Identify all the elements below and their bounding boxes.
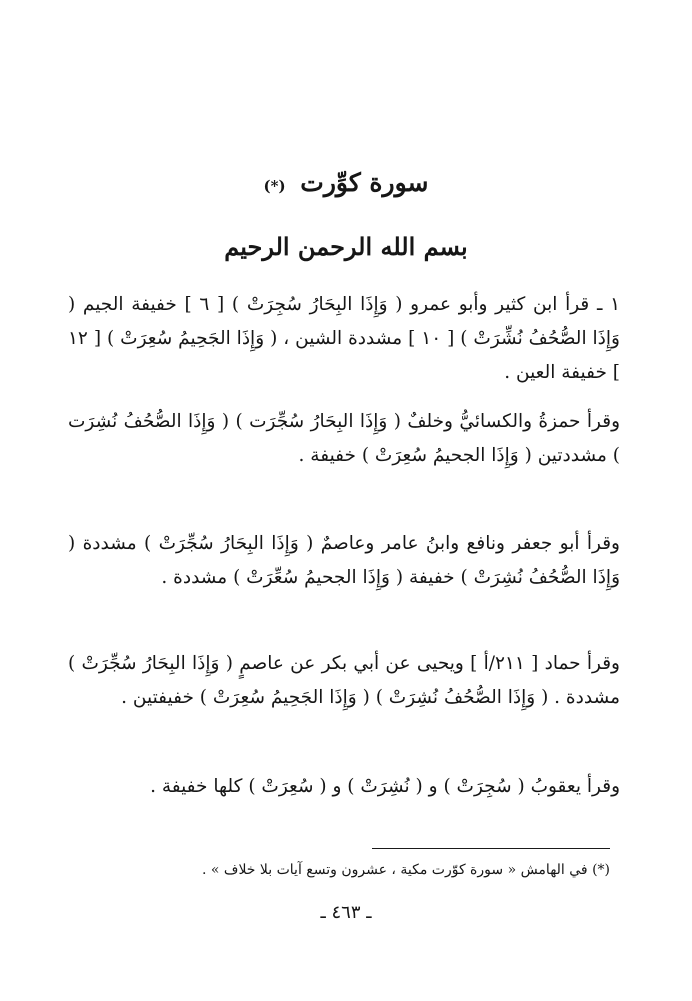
basmala: بسم الله الرحمن الرحيم (224, 232, 468, 261)
paragraph-3: وقرأ أبو جعفر ونافع وابنُ عامر وعاصمٌ ( وَإِذَا البِحَارُ سُجِّرَتْ ) مشددة ( وَإِذَا الصُّحُفُ نُشِرَتْ ) خفيفة ( وَإِذَا الجحيمُ سُعِّرَتْ ) مشددة . (68, 533, 620, 588)
footnote-divider (372, 848, 610, 849)
paragraph-1: ١ ـ قرأ ابن كثير وأبو عمرو ( وَإِذَا البِحَارُ سُجِرَتْ ) [ ٦ ] خفيفة الجيم ( وَإِذَا الصُّحُفُ نُشِّرَتْ ) [ ١٠ ] مشددة الشين ، ( وَإِذَا الجَحِيمُ سُعِرَتْ ) [ ١٢ ] خفيفة العين . (68, 294, 620, 383)
paragraph-5: وقرأ يعقوبُ ( سُجِرَتْ ) و ( نُشِرَتْ ) و ( سُعِرَتْ ) كلها خفيفة . (150, 776, 620, 797)
page-number: ـ ٤٦٣ ـ (320, 902, 372, 923)
surah-title (0, 166, 692, 203)
footnote: (*) في الهامش « سورة كوّرت مكية ، عشرون وتسع آيات بلا خلاف » . (202, 862, 610, 878)
paragraph-4: وقرأ حماد [ ٢١١/أ ] ويحيى عن أبي بكر عن عاصمٍ ( وَإِذَا البِحَارُ سُجِّرَتْ ) مشددة . ( وَإِذَا الصُّحُفُ نُشِرَتْ ) ( وَإِذَا الجَحِيمُ سُعِرَتْ ) خفيفتين . (68, 653, 620, 708)
footnote-marker: (*) (263, 177, 286, 195)
surah-title-text: سورة كوِّرت (300, 168, 429, 197)
paragraph-2: وقرأ حمزةُ والكسائيُّ وخلفٌ ( وَإِذَا البِحَارُ سُجِّرَت ) ( وَإِذَا الصُّحُفُ نُشِرَت ) مشددتين ( وَإِذَا الجحيمُ سُعِرَتْ ) خفيفة . (68, 411, 620, 466)
